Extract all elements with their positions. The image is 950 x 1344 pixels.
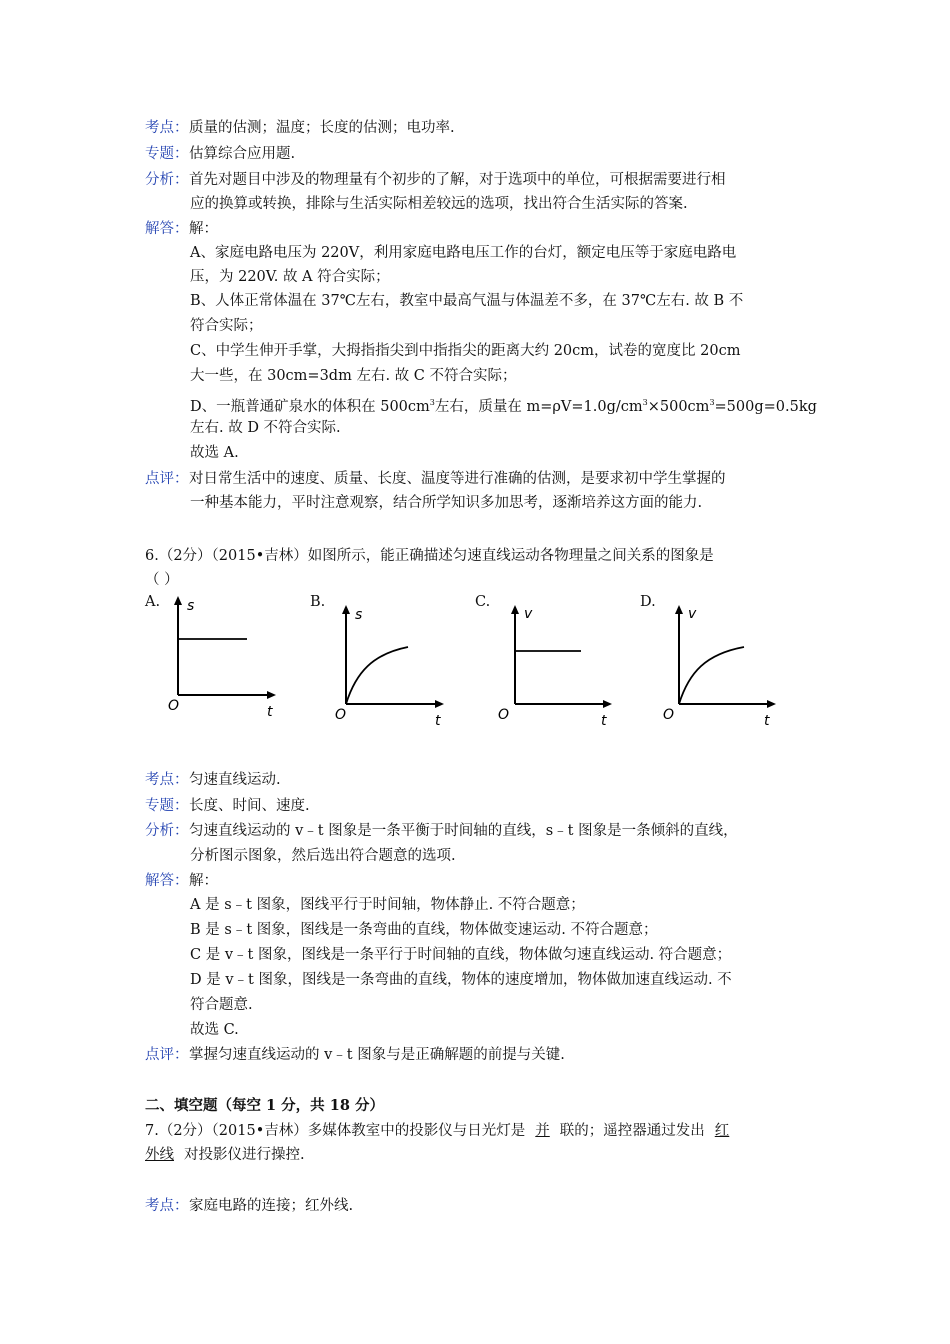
q6-stem-1: 6.（2分）（2015•吉林）如图所示，能正确描述匀速直线运动各物理量之间关系的图象是 [145,548,714,564]
x-axis-label: t [267,704,273,720]
y-axis-arrow [675,605,683,614]
option-d-graph [662,592,822,732]
origin-label: O [663,707,675,723]
q5-d-line-2: 左右. 故 D 不符合实际. [190,420,341,436]
q5-d-line-1 [190,393,830,417]
section-title: 二、填空题（每空 1 分，共 18 分） [145,1097,384,1114]
x-axis-label: t [435,713,441,729]
q5-b-line-2: 符合实际； [190,318,263,334]
q5-c-line-1: C、中学生伸开手掌，大拇指指尖到中指指尖的距离大约 20cm，试卷的宽度比 20cm [190,343,741,359]
option-a-label: A. [145,594,161,610]
jieda-intro: 解： [189,873,218,889]
q6-d-line-2: 符合题意. [190,997,253,1013]
y-axis-arrow [511,605,519,614]
q7-stem-b: 联的；遥控器通过发出 [559,1123,705,1139]
y-axis-label: s [355,607,363,623]
q7-stem-a: 7.（2分）（2015•吉林）多媒体教室中的投影仪与日光灯是 [145,1123,526,1139]
q5-a-line-1: A、家庭电路电压为 220V，利用家庭电路电压工作的台灯，额定电压等于家庭电路电 [190,245,737,261]
q6-kaodian-row [145,770,825,790]
fenxi-text-1: 匀速直线运动的 v﹣t 图象是一条平衡于时间轴的直线，s﹣t 图象是一条倾斜的直线， [189,823,738,839]
x-axis-arrow [603,700,612,708]
q7-answer-2b: 外线 [145,1147,174,1163]
q6-b-line: B 是 s﹣t 图象，图线是一条弯曲的直线，物体做变速运动. 不符合题意； [190,922,658,938]
fenxi-text-2: 分析图示图象，然后选出符合题意的选项. [190,848,456,864]
fenxi-text-1: 首先对题目中涉及的物理量有个初步的了解，对于选项中的单位，可根据需要进行相 [189,172,726,188]
zhuanti-label: 专题： [145,798,189,814]
d-part-c: ×500cm [647,399,710,415]
dianping-text: 掌握匀速直线运动的 v﹣t 图象与是正确解题的前提与关键. [189,1047,565,1063]
q6-dianping-row [145,1045,825,1065]
dianping-text-1: 对日常生活中的速度、质量、长度、温度等进行准确的估测，是要求初中学生掌握的 [189,471,726,487]
x-axis-label: t [601,713,607,729]
zhuanti-text: 长度、时间、速度. [189,798,310,814]
jieda-label: 解答： [145,873,189,889]
q6-c-line: C 是 v﹣t 图象，图线是一条平行于时间轴的直线，物体做匀速直线运动. 符合题意； [190,947,732,963]
kaodian-label: 考点： [145,772,189,788]
origin-label: O [498,707,510,723]
q5-kaodian-row [145,118,825,138]
superscript-3: 3 [642,398,648,407]
q6-stem-2: （ ） [145,572,179,588]
q5-b-line-1: B、人体正常体温在 37℃左右，教室中最高气温与体温差不多，在 37℃左右. 故 B 不 [190,293,744,309]
x-axis-label: t [764,713,770,729]
q6-d-line-1: D 是 v﹣t 图象，图线是一条弯曲的直线，物体的速度增加，物体做加速直线运动. 不 [190,972,732,988]
y-axis-arrow [342,605,350,614]
kaodian-text: 质量的估测；温度；长度的估测；电功率. [189,120,455,136]
fenxi-label: 分析： [145,172,189,188]
dianping-label: 点评： [145,1047,189,1063]
q5-dianping-row [145,469,825,489]
kaodian-label: 考点： [145,120,189,136]
q7-answer-1: 并 [535,1123,550,1139]
option-b-graph [328,592,491,732]
q6-fenxi-row [145,821,825,841]
q7-stem-line-1 [145,1121,825,1141]
q5-zhuanti-row [145,144,825,164]
q5-c-line-2: 大一些，在 30cm=3dm 左右. 故 C 不符合实际； [190,368,517,384]
origin-label: O [335,707,347,723]
zhuanti-text: 估算综合应用题. [189,146,296,162]
option-a-graph [160,592,320,732]
q7-answer-2a: 红 [714,1123,730,1139]
y-axis-label: v [524,606,533,622]
kaodian-label: 考点： [145,1198,189,1214]
q7-stem-c: 对投影仪进行操控. [184,1147,305,1163]
y-axis-arrow [174,596,182,605]
superscript-3: 3 [429,398,435,407]
q7-stem-line-2 [145,1145,825,1165]
dianping-text-2: 一种基本能力，平时注意观察，结合所学知识多加思考，逐渐培养这方面的能力. [190,495,703,511]
dianping-label: 点评： [145,471,189,487]
option-c-graph [498,592,658,732]
q6-zhuanti-row [145,796,825,816]
superscript-3: 3 [709,398,715,407]
y-axis-label: v [688,606,697,622]
kaodian-text: 家庭电路的连接；红外线. [189,1198,354,1214]
option-c-label: C. [475,594,491,610]
fenxi-label: 分析： [145,823,189,839]
d-part-a: D、一瓶普通矿泉水的体积在 500cm [190,399,430,415]
q6-jieda-row [145,871,825,891]
x-axis-arrow [767,700,776,708]
x-axis-arrow [267,691,276,699]
kaodian-text: 匀速直线运动. [189,772,281,788]
q6-a-line: A 是 s﹣t 图象，图线平行于时间轴，物体静止. 不符合题意； [190,897,585,913]
origin-label: O [168,698,180,714]
zhuanti-label: 专题： [145,146,189,162]
graph-curve [346,647,408,704]
d-part-b: 左右，质量在 m=ρV=1.0g/cm [434,399,643,415]
option-d-label: D. [640,594,656,610]
d-part-d: =500g=0.5kg [714,399,817,415]
x-axis-arrow [435,700,444,708]
fenxi-text-2: 应的换算或转换，排除与生活实际相差较远的选项，找出符合生活实际的答案. [190,196,688,212]
jieda-label: 解答： [145,221,189,237]
q5-a-line-2: 压，为 220V. 故 A 符合实际； [190,269,390,285]
y-axis-label: s [187,598,195,614]
q5-jieda-row [145,219,825,239]
graph-curve [679,647,744,704]
q6-answer: 故选 C. [190,1022,239,1038]
jieda-intro: 解： [189,221,218,237]
q7-kaodian-row [145,1196,825,1216]
q5-answer: 故选 A. [190,445,239,461]
q5-fenxi-row [145,170,825,190]
option-b-label: B. [310,594,326,610]
